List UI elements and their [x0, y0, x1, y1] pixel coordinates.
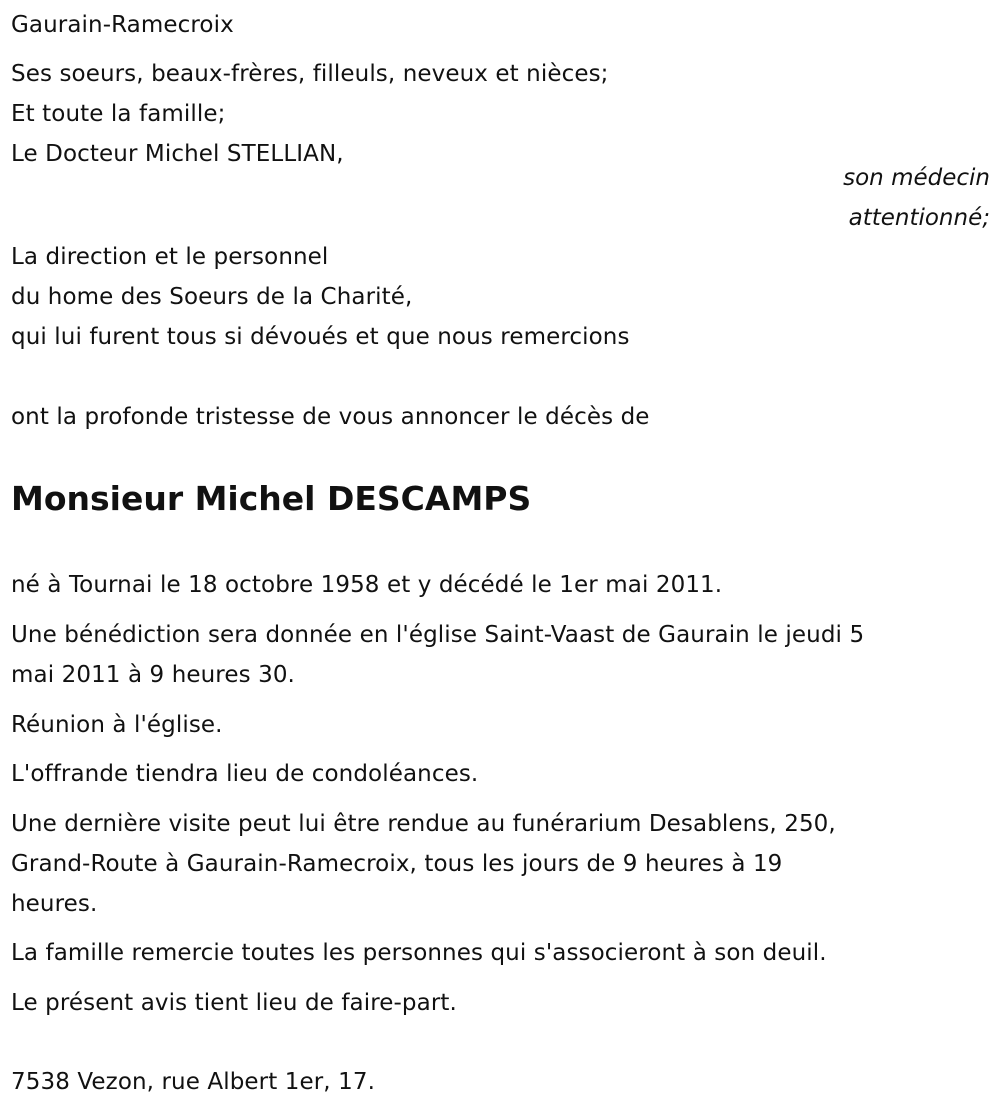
thanks-text: La famille remercie toutes les personnes qui s'associeront à son deuil.: [11, 940, 827, 966]
visit-line-3: heures.: [11, 891, 98, 917]
staff-line-3: qui lui furent tous si dévoués et que nous remercions: [11, 324, 630, 350]
place-name: Gaurain-Ramecroix: [11, 12, 234, 38]
blessing-line-2: mai 2011 à 9 heures 30.: [11, 662, 295, 688]
visit-line-1: Une dernière visite peut lui être rendue au funérarium Desablens, 250,: [11, 811, 836, 837]
visit-line-2: Grand-Route à Gaurain-Ramecroix, tous les jours de 9 heures à 19: [11, 851, 783, 877]
offering-text: L'offrande tiendra lieu de condoléances.: [11, 761, 479, 787]
notice-text: Le présent avis tient lieu de faire-part.: [11, 990, 457, 1016]
announcement-text: ont la profonde tristesse de vous annoncer le décès de: [11, 404, 650, 430]
birth-death-text: né à Tournai le 18 octobre 1958 et y décédé le 1er mai 2011.: [11, 572, 723, 598]
blessing-line-1: Une bénédiction sera donnée en l'église Saint-Vaast de Gaurain le jeudi 5: [11, 622, 865, 648]
meeting-text: Réunion à l'église.: [11, 712, 223, 738]
family-line-family: Et toute la famille;: [11, 101, 226, 127]
staff-line-2: du home des Soeurs de la Charité,: [11, 284, 413, 310]
deceased-name: Monsieur Michel DESCAMPS: [11, 479, 532, 518]
family-line-siblings: Ses soeurs, beaux-frères, filleuls, neveux et nièces;: [11, 61, 609, 87]
staff-line-1: La direction et le personnel: [11, 244, 329, 270]
doctor-note-line-2: attentionné;: [848, 205, 990, 231]
address-text: 7538 Vezon, rue Albert 1er, 17.: [11, 1069, 375, 1095]
doctor-note-line-1: son médecin: [843, 165, 990, 191]
family-line-doctor: Le Docteur Michel STELLIAN,: [11, 141, 344, 167]
